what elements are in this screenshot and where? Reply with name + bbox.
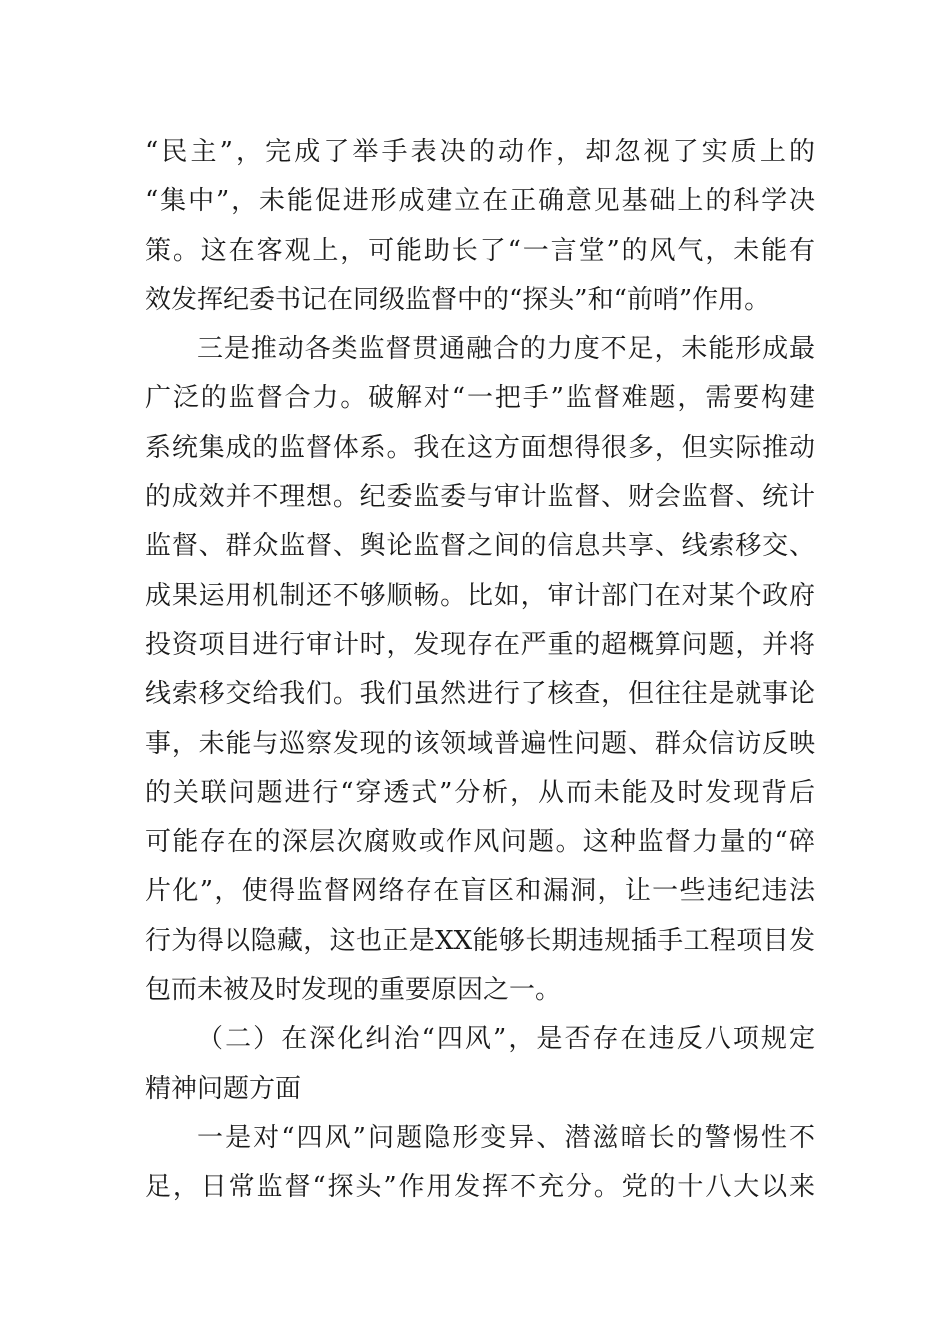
text-line: 监督、群众监督、舆论监督之间的信息共享、线索移交、 — [145, 531, 815, 562]
text-line: 事，未能与巡察发现的该领域普遍性问题、群众信访反映 — [145, 728, 815, 759]
text-line: 策。这在客观上，可能助长了“一言堂”的风气，未能有 — [145, 235, 815, 266]
text-line: 行为得以隐藏，这也正是XX能够长期违规插手工程项目发 — [145, 925, 815, 956]
text-line: 系统集成的监督体系。我在这方面想得很多，但实际推动 — [145, 432, 815, 463]
text-line: 广泛的监督合力。破解对“一把手”监督难题，需要构建 — [145, 383, 815, 414]
text-line: 片化”，使得监督网络存在盲区和漏洞，让一些违纪违法 — [145, 876, 815, 907]
text-line: “民主”，完成了举手表决的动作，却忽视了实质上的 — [145, 137, 815, 167]
text-line: 成果运用机制还不够顺畅。比如，审计部门在对某个政府 — [145, 580, 815, 611]
paragraph-start-line: 三是推动各类监督贯通融合的力度不足，未能形成最 — [197, 334, 815, 365]
section-heading-line: （二）在深化纠治“四风”，是否存在违反八项规定 — [197, 1024, 815, 1055]
text-line: 线索移交给我们。我们虽然进行了核查，但往往是就事论 — [145, 679, 815, 710]
text-line: “集中”，未能促进形成建立在正确意见基础上的科学决 — [145, 186, 815, 217]
text-line: 的关联问题进行“穿透式”分析，从而未能及时发现背后 — [145, 777, 815, 808]
text-line: 包而未被及时发现的重要原因之一。 — [145, 975, 562, 1006]
text-line: 投资项目进行审计时，发现存在严重的超概算问题，并将 — [145, 629, 815, 660]
text-line: 效发挥纪委书记在同级监督中的“探头”和“前哨”作用。 — [145, 284, 771, 315]
text-line: 可能存在的深层次腐败或作风问题。这种监督力量的“碎 — [145, 827, 815, 858]
text-line: 足，日常监督“探头”作用发挥不充分。党的十八大以来 — [145, 1172, 815, 1203]
document-body — [145, 128, 815, 1213]
paragraph-start-line: 一是对“四风”问题隐形变异、潜滋暗长的警惕性不 — [197, 1122, 815, 1153]
section-heading-line: 精神问题方面 — [145, 1073, 302, 1104]
text-line: 的成效并不理想。纪委监委与审计监督、财会监督、统计 — [145, 482, 815, 513]
